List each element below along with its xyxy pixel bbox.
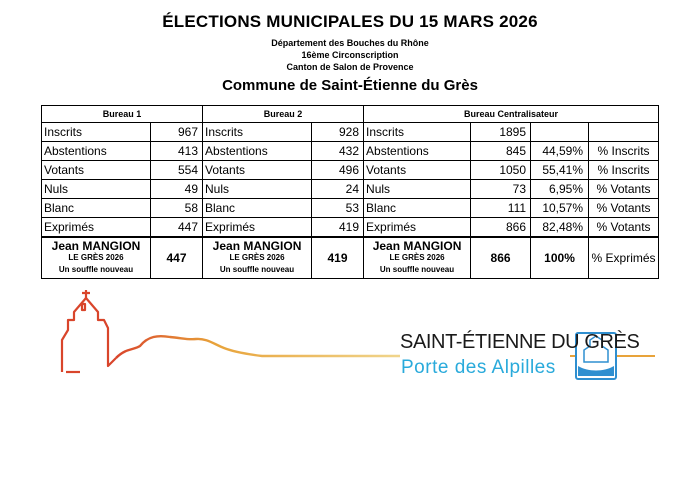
row-label: Exprimés	[364, 218, 471, 238]
bureau-1-value: 447	[151, 218, 203, 238]
bureau-1-value: 967	[151, 123, 203, 142]
logo-tagline: Porte des Alpilles	[401, 357, 556, 378]
row-label: Blanc	[203, 199, 312, 218]
central-percent: 6,95%	[531, 180, 589, 199]
bureau-1-header: Bureau 1	[42, 106, 203, 123]
table-row	[42, 161, 659, 180]
central-value: 1050	[471, 161, 531, 180]
central-value: 1895	[471, 123, 531, 142]
candidate-name: Jean MANGION	[51, 239, 141, 253]
bureau-2-header: Bureau 2	[203, 106, 364, 123]
central-value: 845	[471, 142, 531, 161]
candidate-name: Jean MANGION	[212, 239, 302, 253]
percent-unit	[589, 123, 659, 142]
bureau-1-value: 554	[151, 161, 203, 180]
church-icon	[62, 290, 116, 372]
bureau-2-value: 496	[312, 161, 364, 180]
bureau-1-value: 58	[151, 199, 203, 218]
row-label: Blanc	[364, 199, 471, 218]
bureau-2-value: 928	[312, 123, 364, 142]
bureau-1-value: 413	[151, 142, 203, 161]
candidate-list: LE GRÈS 2026	[389, 253, 445, 262]
row-label: Abstentions	[364, 142, 471, 161]
candidate-slogan: Un souffle nouveau	[219, 265, 295, 274]
page-title: ÉLECTIONS MUNICIPALES DU 15 MARS 2026	[162, 12, 538, 31]
canton-line: Canton de Salon de Provence	[286, 62, 414, 72]
row-label: Inscrits	[203, 123, 312, 142]
candidate-slogan: Un souffle nouveau	[58, 265, 134, 274]
candidate-cell	[42, 237, 151, 279]
percent-unit: % Inscrits	[589, 142, 659, 161]
circonscription-line: 16ème Circonscription	[301, 50, 399, 60]
candidate-slogan: Un souffle nouveau	[379, 265, 455, 274]
row-label: Votants	[42, 161, 151, 180]
table-row	[42, 199, 659, 218]
central-candidate-votes: 866	[471, 237, 531, 279]
row-label: Nuls	[364, 180, 471, 199]
table-row	[42, 142, 659, 161]
row-label: Inscrits	[364, 123, 471, 142]
percent-unit: % Votants	[589, 199, 659, 218]
central-percent: 55,41%	[531, 161, 589, 180]
candidate-row	[42, 237, 659, 279]
candidate-list: LE GRÈS 2026	[68, 253, 124, 262]
row-label: Abstentions	[203, 142, 312, 161]
bureau-1-value: 49	[151, 180, 203, 199]
row-label: Exprimés	[42, 218, 151, 238]
row-label: Nuls	[203, 180, 312, 199]
bureau-2-value: 432	[312, 142, 364, 161]
table-row	[42, 218, 659, 238]
percent-unit: % Inscrits	[589, 161, 659, 180]
results-table	[41, 105, 659, 279]
row-label: Votants	[364, 161, 471, 180]
candidate-cell	[364, 237, 471, 279]
candidate-percent: 100%	[531, 237, 589, 279]
bureau-central-header: Bureau Centralisateur	[364, 106, 659, 123]
bureau-header-row	[42, 106, 659, 123]
central-percent: 82,48%	[531, 218, 589, 238]
central-value: 111	[471, 199, 531, 218]
candidate-name: Jean MANGION	[372, 239, 462, 253]
row-label: Exprimés	[203, 218, 312, 238]
candidate-cell	[203, 237, 312, 279]
bureau-2-value: 24	[312, 180, 364, 199]
candidate-list: LE GRÈS 2026	[229, 253, 285, 262]
central-percent: 44,59%	[531, 142, 589, 161]
table-row	[42, 180, 659, 199]
row-label: Inscrits	[42, 123, 151, 142]
percent-unit: % Votants	[589, 218, 659, 238]
bureau-2-candidate-votes: 419	[312, 237, 364, 279]
row-label: Blanc	[42, 199, 151, 218]
bureau-1-candidate-votes: 447	[151, 237, 203, 279]
logo-name: SAINT-ÉTIENNE DU GRÈS	[400, 331, 640, 353]
central-percent: 10,57%	[531, 199, 589, 218]
bureau-2-value: 53	[312, 199, 364, 218]
central-percent	[531, 123, 589, 142]
central-value: 73	[471, 180, 531, 199]
central-value: 866	[471, 218, 531, 238]
row-label: Nuls	[42, 180, 151, 199]
row-label: Abstentions	[42, 142, 151, 161]
candidate-percent-unit: % Exprimés	[589, 237, 659, 279]
hills-line	[116, 336, 400, 358]
commune-title: Commune de Saint-Étienne du Grès	[222, 77, 478, 94]
bureau-2-value: 419	[312, 218, 364, 238]
percent-unit: % Votants	[589, 180, 659, 199]
row-label: Votants	[203, 161, 312, 180]
table-row	[42, 123, 659, 142]
department-line: Département des Bouches du Rhône	[271, 38, 429, 48]
